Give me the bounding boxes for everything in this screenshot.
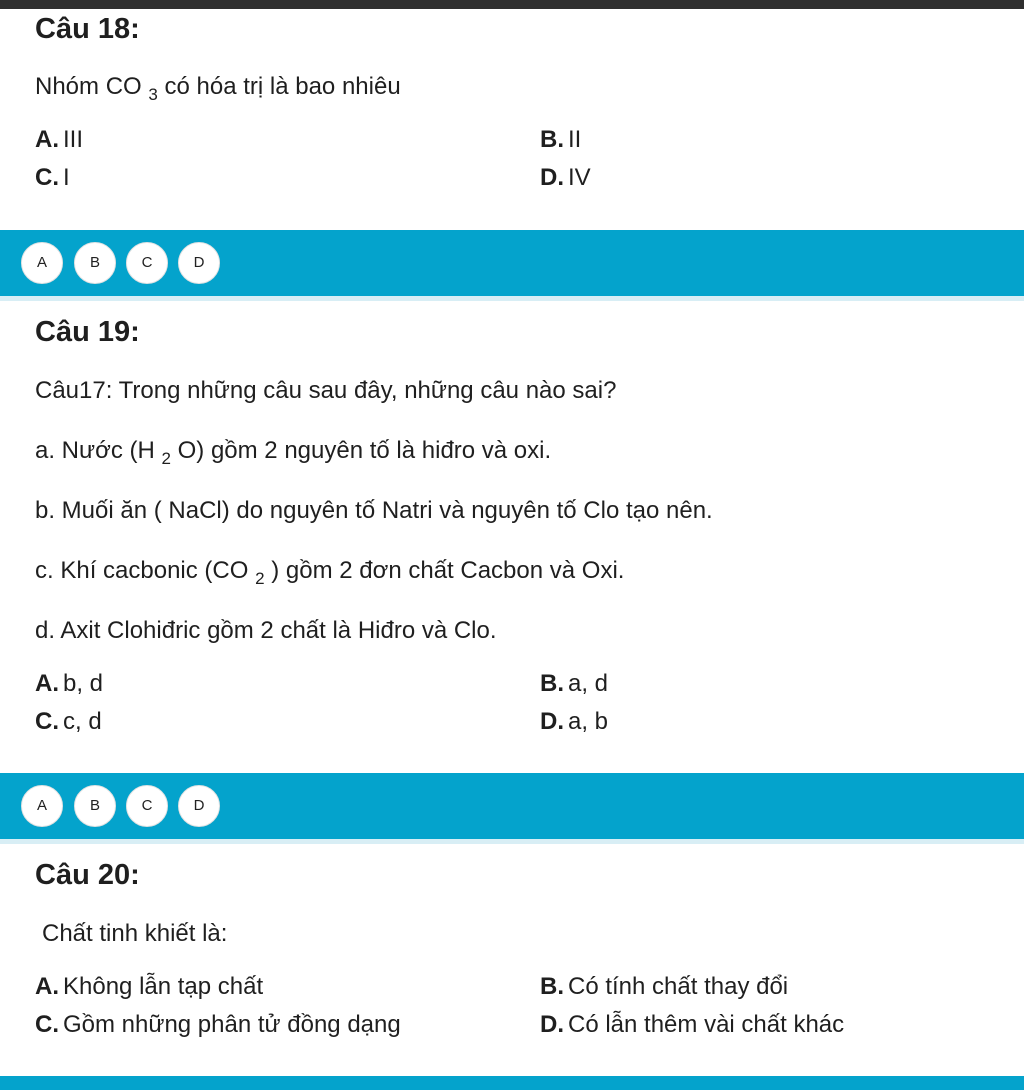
- question-prompt: Câu17: Trong những câu sau đây, những câu nào sai?: [35, 377, 617, 404]
- option-a: A. III: [35, 126, 84, 153]
- answer-bar-shadow: [0, 296, 1024, 301]
- question-prompt: Nhóm CO $_3$ có hóa trị là bao nhiêu: [35, 73, 401, 104]
- answer-bar-shadow: [0, 839, 1024, 844]
- statement-d: d. Axit Clohiđric gồm 2 chất là Hiđro và Clo.: [35, 617, 497, 644]
- option-c: C. c, d: [35, 708, 102, 735]
- question-title: Câu 18:: [35, 13, 140, 45]
- option-d: D. IV: [540, 164, 591, 191]
- question-title: Câu 20:: [35, 859, 140, 891]
- question-title: Câu 19:: [35, 316, 140, 348]
- answer-button-a[interactable]: A: [21, 242, 63, 284]
- statement-c: c. Khí cacbonic (CO $_2$ ) gồm 2 đơn chất Cacbon và Oxi.: [35, 557, 625, 588]
- option-b: B. II: [540, 126, 582, 153]
- answer-button-b[interactable]: B: [74, 242, 116, 284]
- statement-a: a. Nước (H $_2$ O) gồm 2 nguyên tố là hiđro và oxi.: [35, 437, 552, 468]
- question-prompt: Chất tinh khiết là:: [42, 920, 228, 947]
- option-d: D. a, b: [540, 708, 609, 735]
- answer-button-c[interactable]: C: [126, 785, 168, 827]
- answer-button-d[interactable]: D: [178, 242, 220, 284]
- option-c: C. Gồm những phân tử đồng dạng: [35, 1011, 401, 1038]
- option-b: B. a, d: [540, 670, 609, 697]
- answer-button-a[interactable]: A: [21, 785, 63, 827]
- answer-button-c[interactable]: C: [126, 242, 168, 284]
- option-b: B. Có tính chất thay đổi: [540, 973, 789, 1000]
- option-c: C. I: [35, 164, 70, 191]
- answer-button-d[interactable]: D: [178, 785, 220, 827]
- top-strip: [0, 0, 1024, 9]
- statement-b: b. Muối ăn ( NaCl) do nguyên tố Natri và nguyên tố Clo tạo nên.: [35, 497, 713, 524]
- option-d: D. Có lẫn thêm vài chất khác: [540, 1011, 845, 1038]
- answer-button-b[interactable]: B: [74, 785, 116, 827]
- answer-bar: [0, 1076, 1024, 1090]
- option-a: A. Không lẫn tạp chất: [35, 973, 264, 1000]
- option-a: A. b, d: [35, 670, 104, 697]
